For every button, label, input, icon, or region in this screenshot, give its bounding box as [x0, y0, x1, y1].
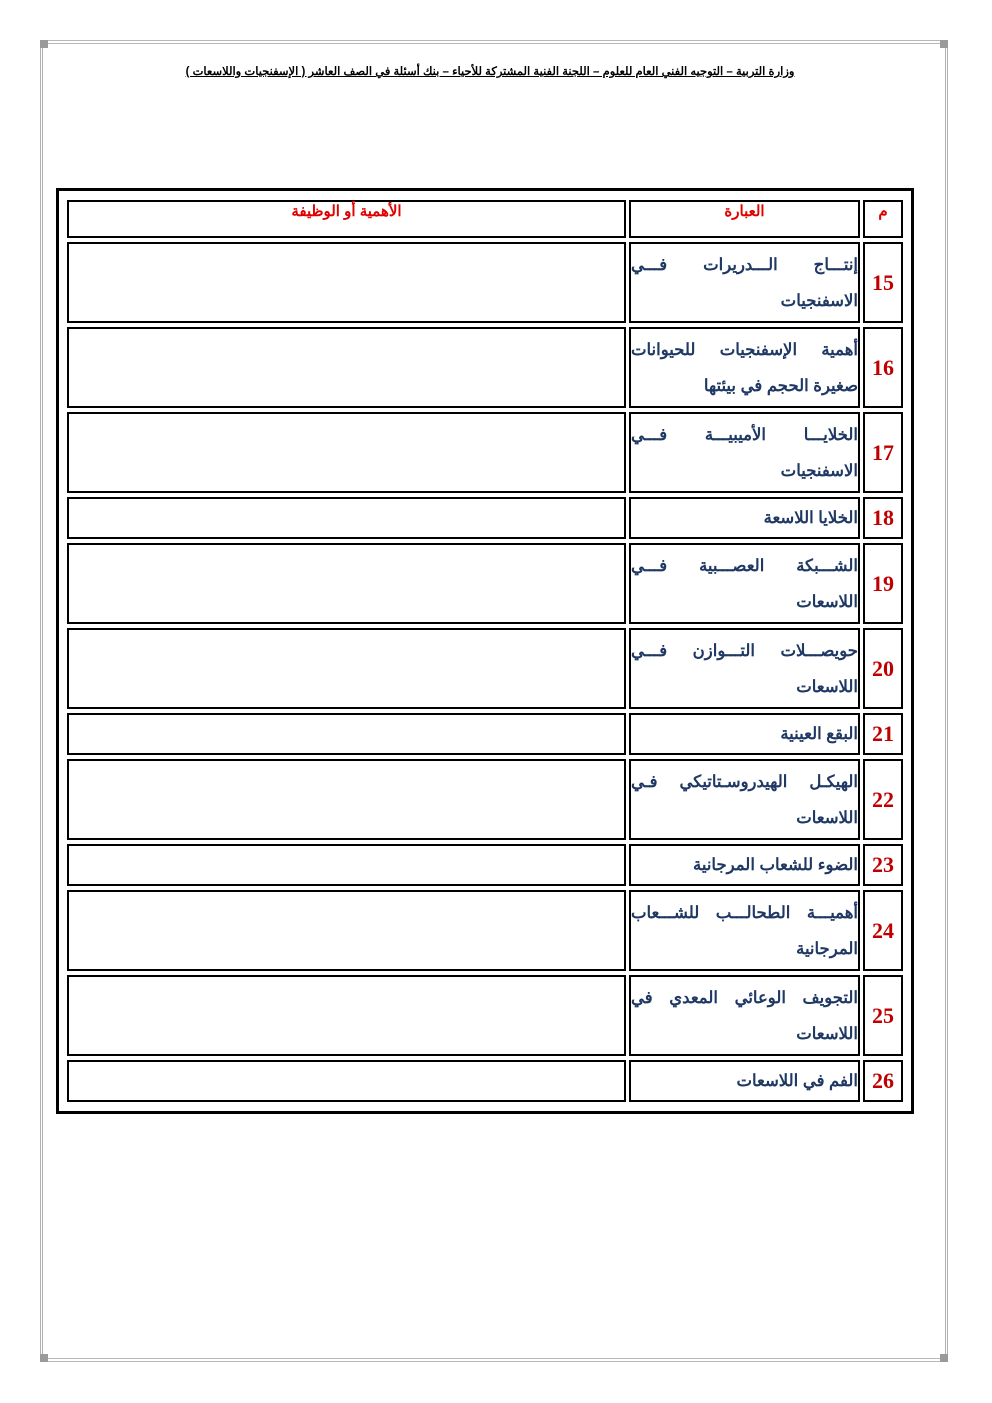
answer-cell[interactable] — [67, 412, 626, 493]
answer-cell[interactable] — [67, 759, 626, 840]
table-row — [67, 327, 903, 408]
row-number: 26 — [863, 1060, 903, 1102]
answer-cell[interactable] — [67, 1060, 626, 1102]
row-number: 21 — [863, 713, 903, 755]
page-header: وزارة التربية – التوجيه الفني العام للعلوم – اللجنة الفنية المشتركة للأحياء – بنك أسئلة في الصف العاشر ( الإسفنجيات واللاسعات ) — [185, 66, 795, 78]
page-corner — [940, 1354, 948, 1362]
page-corner — [40, 40, 48, 48]
table-row — [67, 713, 903, 755]
row-number: 17 — [863, 412, 903, 493]
answer-cell[interactable] — [67, 628, 626, 709]
table-row — [67, 1060, 903, 1102]
answer-cell[interactable] — [67, 497, 626, 539]
row-number: 18 — [863, 497, 903, 539]
row-statement: الخلايـــا الأميبيـــة فـــي الاسفنجيات — [629, 412, 860, 493]
row-number: 24 — [863, 890, 903, 971]
row-statement: أهمية الإسفنجيات للحيوانات صغيرة الحجم في بيئتها — [629, 327, 860, 408]
row-statement: التجويف الوعائي المعدي في اللاسعات — [629, 975, 860, 1056]
row-statement: الشـــبكة العصـــبية فـــي اللاسعات — [629, 543, 860, 624]
column-header-function: الأهمية أو الوظيفة — [67, 200, 626, 238]
table-row — [67, 628, 903, 709]
row-statement: الخلايا اللاسعة — [629, 497, 860, 539]
column-header-statement: العبارة — [629, 200, 860, 238]
row-statement: الهيكـل الهيدروسـتاتيكي فـي اللاسعات — [629, 759, 860, 840]
questions-table — [56, 188, 914, 1114]
row-number: 20 — [863, 628, 903, 709]
row-number: 23 — [863, 844, 903, 886]
page-corner — [40, 1354, 48, 1362]
row-statement: أهميـــة الطحالـــب للشـــعاب المرجانية — [629, 890, 860, 971]
answer-cell[interactable] — [67, 327, 626, 408]
table-row — [67, 497, 903, 539]
row-number: 16 — [863, 327, 903, 408]
answer-cell[interactable] — [67, 543, 626, 624]
row-statement: إنتـــاج الـــدريرات فـــي الاسفنجيات — [629, 242, 860, 323]
answer-cell[interactable] — [67, 890, 626, 971]
row-statement: الضوء للشعاب المرجانية — [629, 844, 860, 886]
row-statement: الفم في اللاسعات — [629, 1060, 860, 1102]
table-row — [67, 543, 903, 624]
row-number: 15 — [863, 242, 903, 323]
page-corner — [940, 40, 948, 48]
table-row — [67, 844, 903, 886]
row-number: 25 — [863, 975, 903, 1056]
table-row — [67, 242, 903, 323]
row-statement: حويصـــلات التـــوازن فـــي اللاسعات — [629, 628, 860, 709]
row-number: 19 — [863, 543, 903, 624]
column-header-number: م — [863, 200, 903, 238]
answer-cell[interactable] — [67, 242, 626, 323]
row-statement: البقع العينية — [629, 713, 860, 755]
answer-cell[interactable] — [67, 844, 626, 886]
table-row — [67, 412, 903, 493]
row-number: 22 — [863, 759, 903, 840]
answer-cell[interactable] — [67, 713, 626, 755]
answer-cell[interactable] — [67, 975, 626, 1056]
table-row — [67, 890, 903, 971]
table-row — [67, 759, 903, 840]
table-row — [67, 975, 903, 1056]
